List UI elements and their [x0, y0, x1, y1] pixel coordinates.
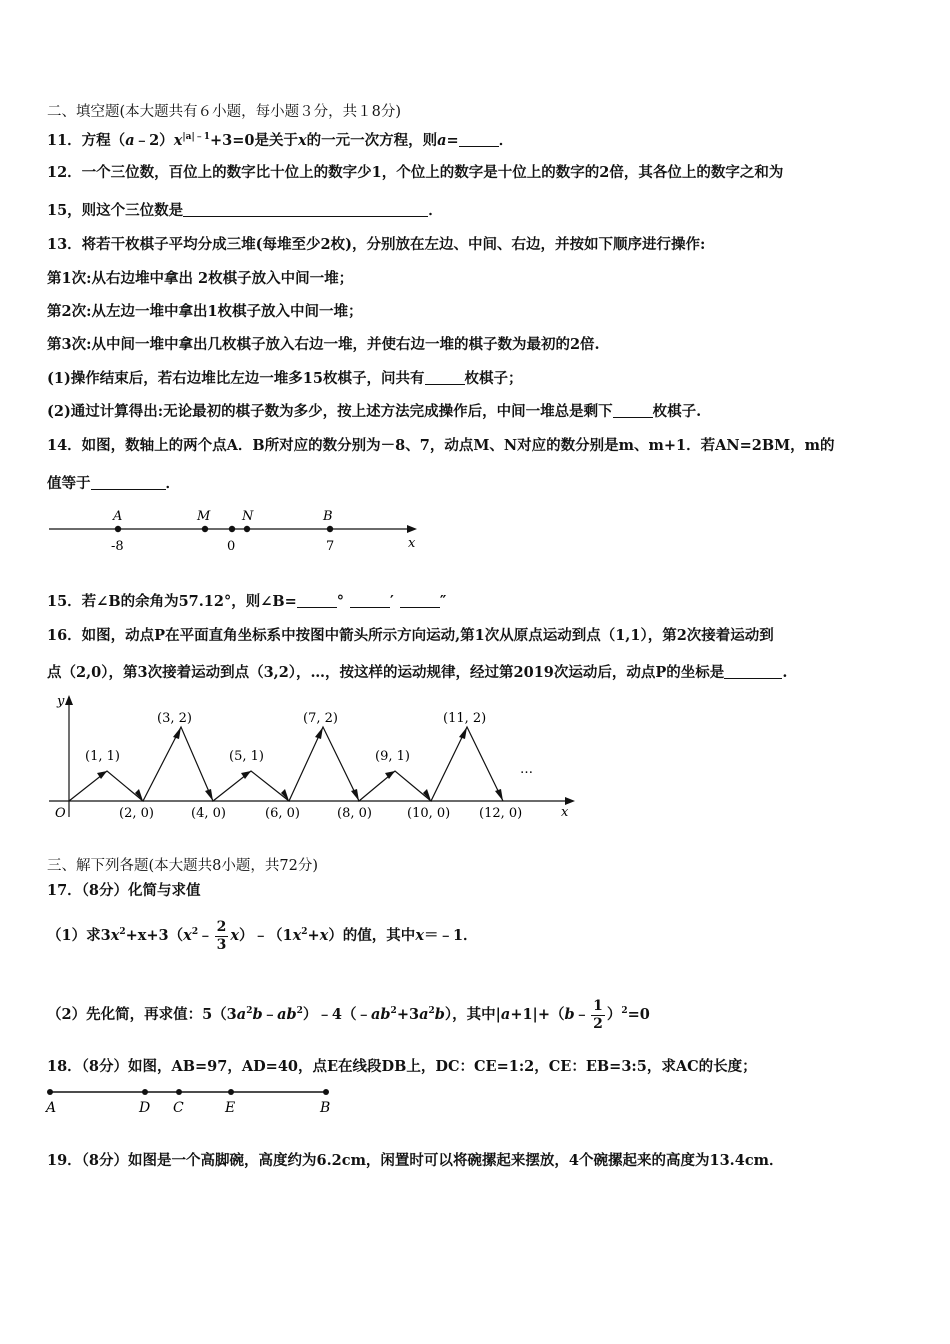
- arrow-11: [459, 727, 467, 739]
- q12-line2-end: ．: [428, 202, 443, 219]
- q17p2-a: （2）先化简，再求值：5（3: [47, 1006, 237, 1023]
- x-axis-arrow: [565, 797, 575, 805]
- q17p1-g: ＝﹣1．: [423, 927, 478, 944]
- q17p1-frac-num: 2: [216, 918, 227, 935]
- question-12-line2: [47, 202, 443, 220]
- q11-answer-blank[interactable]: [459, 133, 499, 147]
- question-13-step1: 第1次:从右边堆中拿出 2枚棋子放入中间一堆；: [47, 270, 354, 287]
- question-13-part2: [47, 403, 701, 421]
- q13-part2-blank[interactable]: [613, 404, 653, 418]
- zigzag-figure: [45, 693, 580, 828]
- q17p1-e: +: [307, 927, 320, 944]
- q17p1-sq: 2: [119, 927, 126, 937]
- point-n-dot: [244, 526, 250, 532]
- top-label-2: (3, 2): [157, 711, 192, 726]
- tick-label-7: 7: [326, 539, 335, 554]
- q17p2-sq3: 2: [390, 1006, 397, 1016]
- question-12-line1: 12．一个三位数，百位上的数字比十位上的数字少1，个位上的数字是十位上的数字的2倍，其各位上的数字之和为: [47, 164, 784, 181]
- q17p1-f: ）的值，其中: [328, 927, 416, 944]
- q13-part1-blank[interactable]: [425, 371, 465, 385]
- q14-line2-end: ．: [165, 475, 180, 492]
- number-line-arrow: [407, 525, 417, 533]
- q17p2-b: b: [252, 1006, 263, 1023]
- x-axis-label: x: [561, 805, 569, 820]
- q11-prefix: 11．方程（: [47, 132, 126, 149]
- q11-period: ．: [498, 132, 514, 149]
- point-a: [47, 1089, 53, 1095]
- top-label-3: (5, 1): [229, 749, 264, 764]
- q15-text: 15．若∠B的余角为57.12°，则∠B=: [47, 593, 297, 610]
- q17p2-ab2: ab: [371, 1006, 391, 1023]
- q17p2-h: ﹣: [574, 1006, 590, 1023]
- section-3-title: 三、解下列各题(本大题共8小题，共72分): [47, 858, 318, 874]
- ellipsis: …: [520, 762, 533, 777]
- q12-answer-blank[interactable]: [183, 203, 428, 217]
- arrow-7: [315, 727, 323, 739]
- bottom-label-6: (12, 0): [479, 806, 523, 821]
- point-b: [323, 1089, 329, 1095]
- top-label-1: (1, 1): [85, 749, 120, 764]
- q17p2-b2: b: [434, 1006, 445, 1023]
- question-14-line2: [47, 475, 180, 493]
- q17p1-frac-den: 3: [216, 936, 227, 953]
- q17p2-a4: a: [500, 1006, 511, 1023]
- bottom-label-3: (6, 0): [265, 806, 300, 821]
- top-label-6: (11, 2): [443, 711, 487, 726]
- q11-exponent: |a|﹣1: [182, 132, 210, 142]
- point-e: [228, 1089, 234, 1095]
- bottom-label-2: (4, 0): [191, 806, 226, 821]
- label-a: A: [46, 1100, 57, 1116]
- label-a: A: [113, 509, 123, 524]
- question-13-part1: [47, 370, 523, 388]
- question-13-line1: 13．将若干枚棋子平均分成三堆(每堆至少2枚)，分别放在左边、中间、右边，并按如下顺序进行操作:: [47, 236, 706, 253]
- q15-second-blank[interactable]: [400, 594, 440, 608]
- label-m: M: [197, 509, 211, 524]
- q11-equals: =: [446, 132, 459, 149]
- q17p2-a2: a: [236, 1006, 247, 1023]
- point-b-dot: [327, 526, 333, 532]
- q17p2-frac-num: 1: [593, 997, 603, 1014]
- q17p2-j: =0: [627, 1006, 650, 1023]
- q17p2-sq4: 2: [428, 1006, 435, 1016]
- q17p1-x2: x: [183, 927, 192, 944]
- arrow-3: [173, 727, 181, 739]
- q17p1-d: ）﹣（1: [238, 927, 293, 944]
- q17p2-fraction: [591, 998, 605, 1033]
- q17p2-ab: ab: [277, 1006, 297, 1023]
- point-m-dot: [202, 526, 208, 532]
- question-13-step3: 第3次:从中间一堆中拿出几枚棋子放入右边一堆，并使右边一堆的棋子数为最初的2倍.: [47, 336, 600, 353]
- q15-second-symbol: ″: [439, 593, 447, 610]
- bottom-label-1: (2, 0): [119, 806, 154, 821]
- q16-answer-blank[interactable]: [724, 665, 782, 679]
- q17p2-e: +3: [396, 1006, 420, 1023]
- point-c: [176, 1089, 182, 1095]
- q11-var-a: a: [125, 132, 135, 149]
- question-17-part1: [47, 915, 478, 954]
- q11-var-a2: a: [437, 132, 447, 149]
- question-11: [47, 128, 513, 150]
- q11-mid3: 的一元一次方程，则: [306, 132, 438, 149]
- arrow-4: [205, 789, 213, 801]
- q17p2-sq5: 2: [621, 1006, 628, 1016]
- q17p2-g: +1|+（: [510, 1006, 565, 1023]
- q11-mid1: ﹣2）: [134, 132, 174, 149]
- q12-line2-prefix: 15，则这个三位数是: [47, 202, 184, 219]
- tick-label-neg8: -8: [111, 539, 124, 554]
- number-line-figure: [45, 503, 425, 555]
- q17p1-x6: x: [415, 927, 424, 944]
- q14-answer-blank[interactable]: [91, 476, 166, 490]
- arrow-12: [495, 789, 503, 801]
- q17p1-sq2: 2: [191, 927, 199, 937]
- question-18: 18．（8分）如图，AB=97，AD=40，点E在线段DB上，DC：CE=1:2，CE：EB=3:5，求AC的长度；: [47, 1058, 757, 1075]
- q13-part2-prefix: (2)通过计算得出:无论最初的棋子数为多少，按上述方法完成操作后，中间一堆总是剩下: [47, 403, 613, 420]
- q17p2-c: ﹣: [262, 1006, 278, 1023]
- q14-line2-prefix: 值等于: [47, 475, 91, 492]
- q17p2-d: ）﹣4（﹣: [302, 1006, 371, 1023]
- label-e: E: [225, 1100, 236, 1116]
- question-16-line2: [47, 664, 787, 682]
- q17p2-f: ），其中|: [444, 1006, 501, 1023]
- q11-var-x2: x: [297, 132, 307, 149]
- top-label-4: (7, 2): [303, 711, 338, 726]
- q17p1-a: （1）求3: [47, 927, 111, 944]
- q15-minute-symbol: ′: [390, 593, 394, 610]
- q13-part2-end: 枚棋子.: [652, 403, 702, 420]
- q15-degree-symbol: °: [336, 593, 345, 610]
- q17p2-i: ）: [606, 1006, 622, 1023]
- q17p1-c: ﹣: [198, 927, 213, 944]
- q17p1-x3: x: [230, 927, 239, 944]
- question-17-title: 17．（8分）化简与求值: [47, 882, 201, 899]
- label-b: B: [320, 1100, 331, 1116]
- label-d: D: [139, 1100, 151, 1116]
- q17p1-x5: x: [319, 927, 329, 944]
- q17p2-sq: 2: [246, 1006, 253, 1016]
- q11-mid2: +3=0是关于: [210, 132, 298, 149]
- q13-part1-end: 枚棋子；: [464, 370, 523, 387]
- q17p1-sq3: 2: [301, 927, 308, 937]
- label-c: C: [173, 1100, 184, 1116]
- question-19: 19．（8分）如图是一个高脚碗，高度约为6.2cm，闲置时可以将碗摞起来摆放，4个碗摞起来的高度为13.4cm．: [47, 1152, 784, 1169]
- q15-degree-blank[interactable]: [297, 594, 337, 608]
- q17p2-sq2: 2: [296, 1006, 303, 1016]
- point-d: [142, 1089, 148, 1095]
- origin-label: O: [55, 806, 66, 821]
- q17p2-b3: b: [564, 1006, 575, 1023]
- question-15: [47, 593, 446, 611]
- q11-var-x: x: [173, 132, 183, 149]
- q17p1-fraction: [215, 919, 229, 954]
- zigzag-path: [69, 727, 503, 801]
- axis-label-x: x: [408, 536, 416, 551]
- question-17-part2: [47, 994, 650, 1033]
- question-14-line1: 14．如图，数轴上的两个点A．B所对应的数分别为－8、7，动点M、N对应的数分别是m、m+1．若AN=2BM，m的: [47, 437, 835, 454]
- q17p1-x: x: [110, 927, 120, 944]
- question-13-step2: 第2次:从左边一堆中拿出1枚棋子放入中间一堆；: [47, 303, 363, 320]
- q17p2-a3: a: [419, 1006, 429, 1023]
- q16-line2-prefix: 点（2,0），第3次接着运动到点（3,2），…，按这样的运动规律，经过第2019次运动后，动点P的坐标是: [47, 664, 725, 681]
- label-n: N: [242, 509, 254, 524]
- segment-figure: [42, 1083, 342, 1119]
- top-label-5: (9, 1): [375, 749, 410, 764]
- point-zero-dot: [229, 526, 235, 532]
- q17p1-b: +x+3（: [125, 927, 184, 944]
- section-2-title: 二、填空题(本大题共有６小题，每小题３分，共１8分): [47, 104, 402, 120]
- arrow-8: [351, 789, 359, 801]
- y-axis-arrow: [65, 695, 73, 705]
- tick-label-0: 0: [227, 539, 236, 554]
- point-a-dot: [115, 526, 121, 532]
- q15-minute-blank[interactable]: [350, 594, 390, 608]
- label-b: B: [323, 509, 333, 524]
- bottom-label-4: (8, 0): [337, 806, 372, 821]
- q16-line2-end: .: [782, 664, 788, 681]
- q17p2-frac-den: 2: [593, 1015, 603, 1032]
- q17p1-x4: x: [292, 927, 302, 944]
- bottom-label-5: (10, 0): [407, 806, 451, 821]
- y-axis-label: y: [57, 694, 65, 709]
- question-16-line1: 16．如图，动点P在平面直角坐标系中按图中箭头所示方向运动,第1次从原点运动到点（1,1），第2次接着运动到: [47, 627, 774, 644]
- q13-part1-prefix: (1)操作结束后，若右边堆比左边一堆多15枚棋子，问共有: [47, 370, 425, 387]
